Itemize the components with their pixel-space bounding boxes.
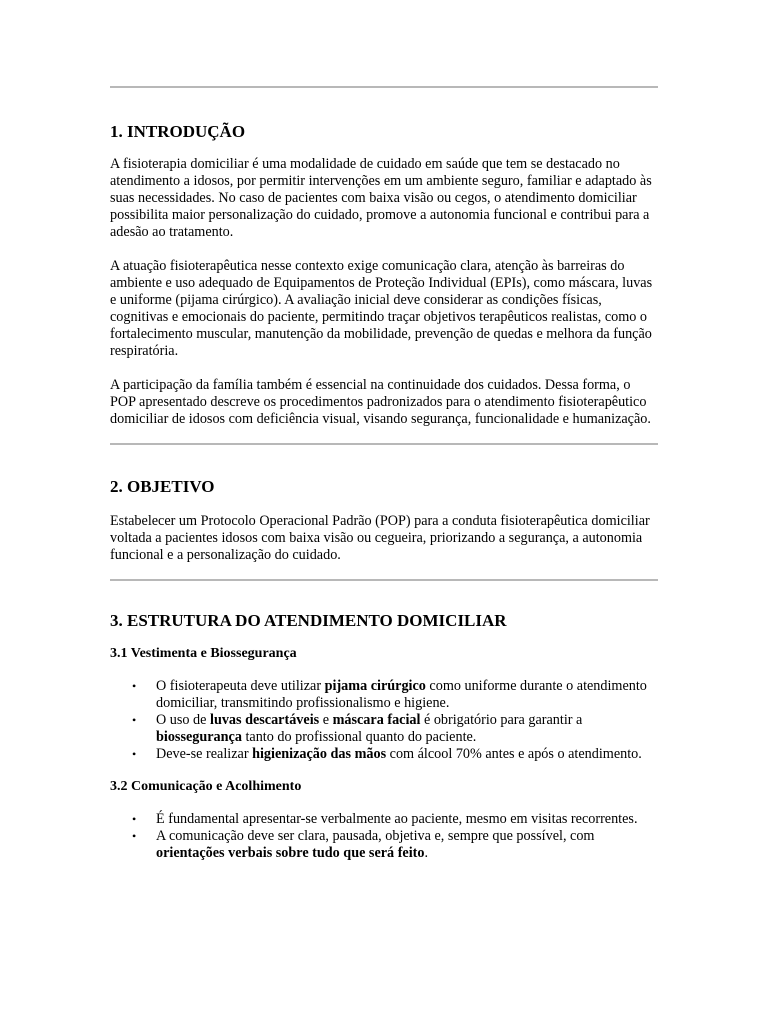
list-item: • É fundamental apresentar-se verbalmente ao paciente, mesmo em visitas recorrentes. xyxy=(132,811,638,827)
subsection-title-comunicacao: 3.2 Comunicação e Acolhimento xyxy=(110,779,302,794)
section-title-structure: 3. ESTRUTURA DO ATENDIMENTO DOMICILIAR xyxy=(110,611,507,630)
list-item: • O uso de luvas descartáveis e máscara facial é obrigatório para garantir a biossegurança tanto do profissional quanto do paciente. xyxy=(132,712,583,745)
section-title-introduction: 1. INTRODUÇÃO xyxy=(110,122,246,141)
bullet-icon: • xyxy=(132,747,137,761)
section-title-objective: 2. OBJETIVO xyxy=(110,477,215,496)
list-item: • O fisioterapeuta deve utilizar pijama cirúrgico como uniforme durante o atendimento domiciliar, transmitindo profissionalismo e higiene. xyxy=(132,678,647,711)
subsection-title-vestimenta: 3.1 Vestimenta e Biossegurança xyxy=(110,646,297,661)
objective-paragraph: Estabelecer um Protocolo Operacional Padrão (POP) para a conduta fisioterapêutica domiciliar voltada a pacientes idosos com baixa visão ou cegueira, priorizando a segurança, a autonomia funcional e a personalização do cuidado. xyxy=(110,513,650,563)
intro-paragraph-3: A participação da família também é essencial na continuidade dos cuidados. Dessa forma, o POP apresentado descreve os procedimentos padronizados para o atendimento fisioterapêutico domiciliar de idosos com deficiência visual, visando segurança, funcionalidade e humanização. xyxy=(110,377,651,427)
vestimenta-list xyxy=(110,678,658,763)
list-item: • Deve-se realizar higienização das mãos com álcool 70% antes e após o atendimento. xyxy=(132,746,642,762)
bullet-icon: • xyxy=(132,679,137,693)
bullet-icon: • xyxy=(132,812,137,826)
bullet-icon: • xyxy=(132,829,137,843)
bullet-icon: • xyxy=(132,713,137,727)
document-body xyxy=(110,0,658,862)
intro-paragraph-2: A atuação fisioterapêutica nesse contexto exige comunicação clara, atenção às barreiras do ambiente e uso adequado de Equipamentos de Proteção Individual (EPIs), como máscara, luvas e uniforme (pijama cirúrgico). A avaliação inicial deve considerar as condições físicas, cognitivas e emocionais do paciente, permitindo traçar objetivos terapêuticos realistas, como o fortalecimento muscular, manutenção da mobilidade, prevenção de quedas e melhora da função respiratória. xyxy=(110,258,653,359)
comunicacao-list xyxy=(110,811,658,862)
list-item: • A comunicação deve ser clara, pausada, objetiva e, sempre que possível, com orientações verbais sobre tudo que será feito. xyxy=(132,828,595,861)
intro-paragraph-1: A fisioterapia domiciliar é uma modalidade de cuidado em saúde que tem se destacado no atendimento a idosos, por permitir intervenções em um ambiente seguro, familiar e adaptado às suas necessidades. No caso de pacientes com baixa visão ou cegos, o atendimento domiciliar possibilita maior personalização do cuidado, promove a autonomia funcional e contribui para a adesão ao tratamento. xyxy=(110,156,652,240)
